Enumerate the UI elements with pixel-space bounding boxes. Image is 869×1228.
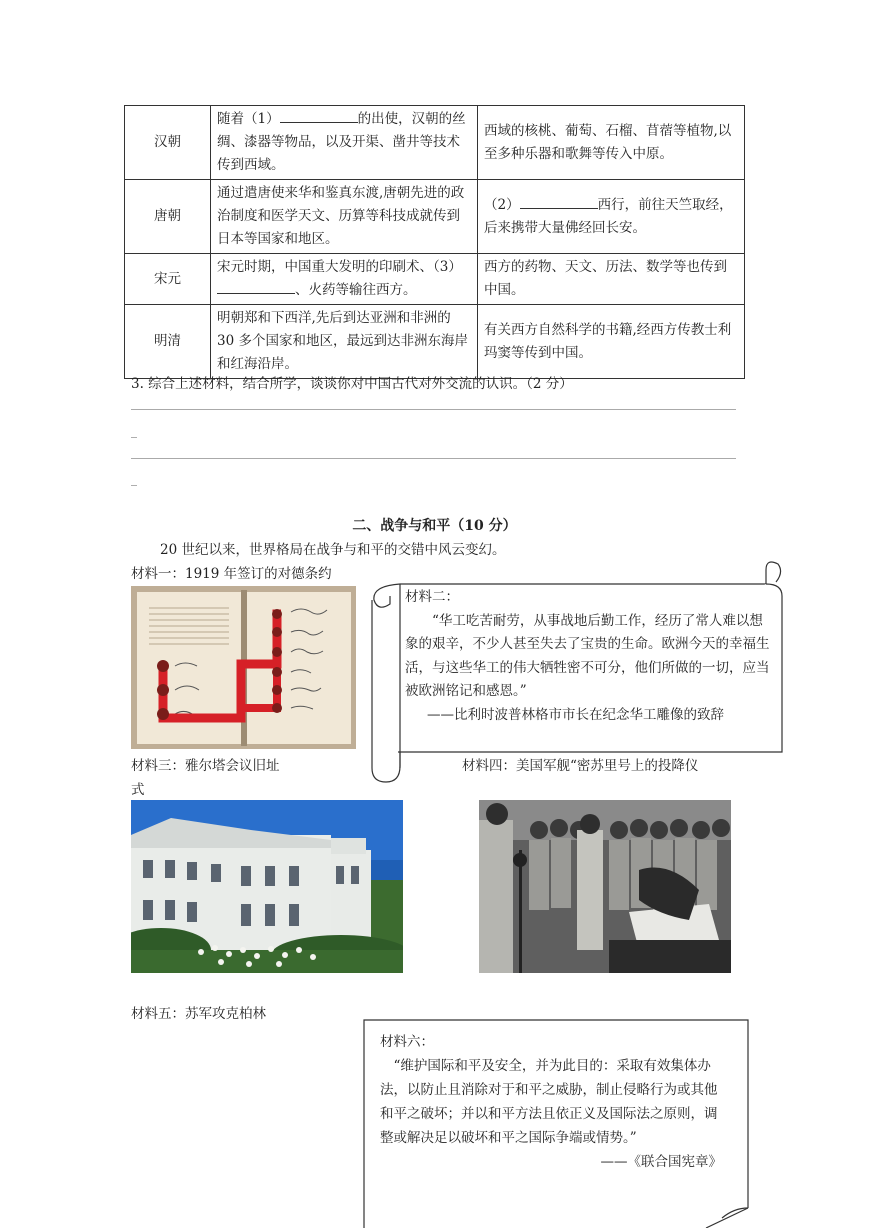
answer-line[interactable] bbox=[131, 458, 736, 459]
answer-blank-1[interactable] bbox=[280, 108, 358, 123]
dynasty-cell: 宋元 bbox=[125, 254, 211, 305]
material-4-label: 材料四：美国军舰“密苏里号上的投降仪 bbox=[462, 758, 699, 774]
table-row bbox=[125, 254, 745, 305]
surrender-photo bbox=[479, 800, 731, 973]
line-dash: _ bbox=[131, 472, 137, 486]
material-6-label: 材料六： bbox=[380, 1034, 434, 1050]
outbound-cell: 宋元时期，中国重大发明的印刷术、（3）、火药等输往西方。 bbox=[211, 254, 478, 305]
inbound-cell: （2） 西行，前往天竺取经，后来携带大量佛经回长安。 bbox=[478, 180, 745, 254]
dynasty-cell: 明清 bbox=[125, 305, 211, 379]
material-1-label: 材料一：1919 年签订的对德条约 bbox=[131, 566, 332, 582]
treaty-image bbox=[131, 586, 356, 749]
dynasty-cell: 唐朝 bbox=[125, 180, 211, 254]
yalta-photo bbox=[131, 800, 403, 973]
table-row bbox=[125, 305, 745, 379]
material-3-label: 材料三：雅尔塔会议旧址 bbox=[131, 758, 280, 774]
inbound-cell: 西方的药物、天文、历法、数学等也传到中国。 bbox=[478, 254, 745, 305]
outbound-cell: 随着（1） 的出使，汉朝的丝绸、漆器等物品，以及开渠、凿井等技术传到西域。 bbox=[211, 106, 478, 180]
material-2-text: “华工吃苦耐劳，从事战地后勤工作，经历了常人难以想象的艰辛，不少人甚至失去了宝贵的生命。欧洲今天的幸福生活，与这些华工的伟大牺牲密不可分，他们所做的一切，应当被欧洲铭记和感恩。” bbox=[405, 612, 770, 699]
surrender-ceremony-illustration bbox=[479, 800, 731, 973]
palace-illustration bbox=[131, 800, 403, 973]
exchange-table bbox=[124, 105, 745, 379]
question-3: 3. 综合上述材料，结合所学，谈谈你对中国古代对外交流的认识。（2 分） bbox=[131, 376, 573, 392]
inbound-cell: 西域的核桃、葡萄、石榴、苜蓿等植物,以至多种乐器和歌舞等传入中原。 bbox=[478, 106, 745, 180]
table-row bbox=[125, 106, 745, 180]
inbound-cell: 有关西方自然科学的书籍,经西方传教士利玛窦等传到中国。 bbox=[478, 305, 745, 379]
material-2-label: 材料二： bbox=[405, 589, 459, 605]
section-title: 二、战争与和平（10 分） bbox=[352, 518, 517, 534]
answer-blank-3[interactable] bbox=[217, 279, 295, 294]
material-6-source: ——《联合国宪章》 bbox=[600, 1154, 722, 1170]
material-2-source: ——比利时波普林格市市长在纪念华工雕像的致辞 bbox=[427, 706, 724, 723]
material-3-label-tail: 式 bbox=[131, 782, 145, 798]
answer-blank-2[interactable] bbox=[520, 194, 598, 209]
material-6-box bbox=[380, 1030, 730, 1174]
dynasty-cell: 汉朝 bbox=[125, 106, 211, 180]
material-2-box bbox=[405, 586, 775, 727]
material-6-text: “维护国际和平及安全，并为此目的：采取有效集体办法，以防止且消除对于和平之威胁，制止侵略行为或其他和平之破坏；并以和平方法且依正义及国际法之原则，调整或解决足以破坏和平之国际争端或情势。” bbox=[380, 1058, 718, 1146]
answer-line[interactable] bbox=[131, 409, 736, 410]
material-5-label: 材料五：苏军攻克柏林 bbox=[131, 1006, 266, 1022]
section-intro: 20 世纪以来，世界格局在战争与和平的交错中风云变幻。 bbox=[160, 542, 506, 558]
treaty-book-illustration bbox=[131, 586, 356, 749]
line-dash: _ bbox=[131, 424, 137, 438]
outbound-cell: 通过遣唐使来华和鉴真东渡,唐朝先进的政治制度和医学天文、历算等科技成就传到日本等国家和地区。 bbox=[211, 180, 478, 254]
outbound-cell: 明朝郑和下西洋,先后到达亚洲和非洲的 30 多个国家和地区，最远到达非洲东海岸和红海沿岸。 bbox=[211, 305, 478, 379]
table-row bbox=[125, 180, 745, 254]
